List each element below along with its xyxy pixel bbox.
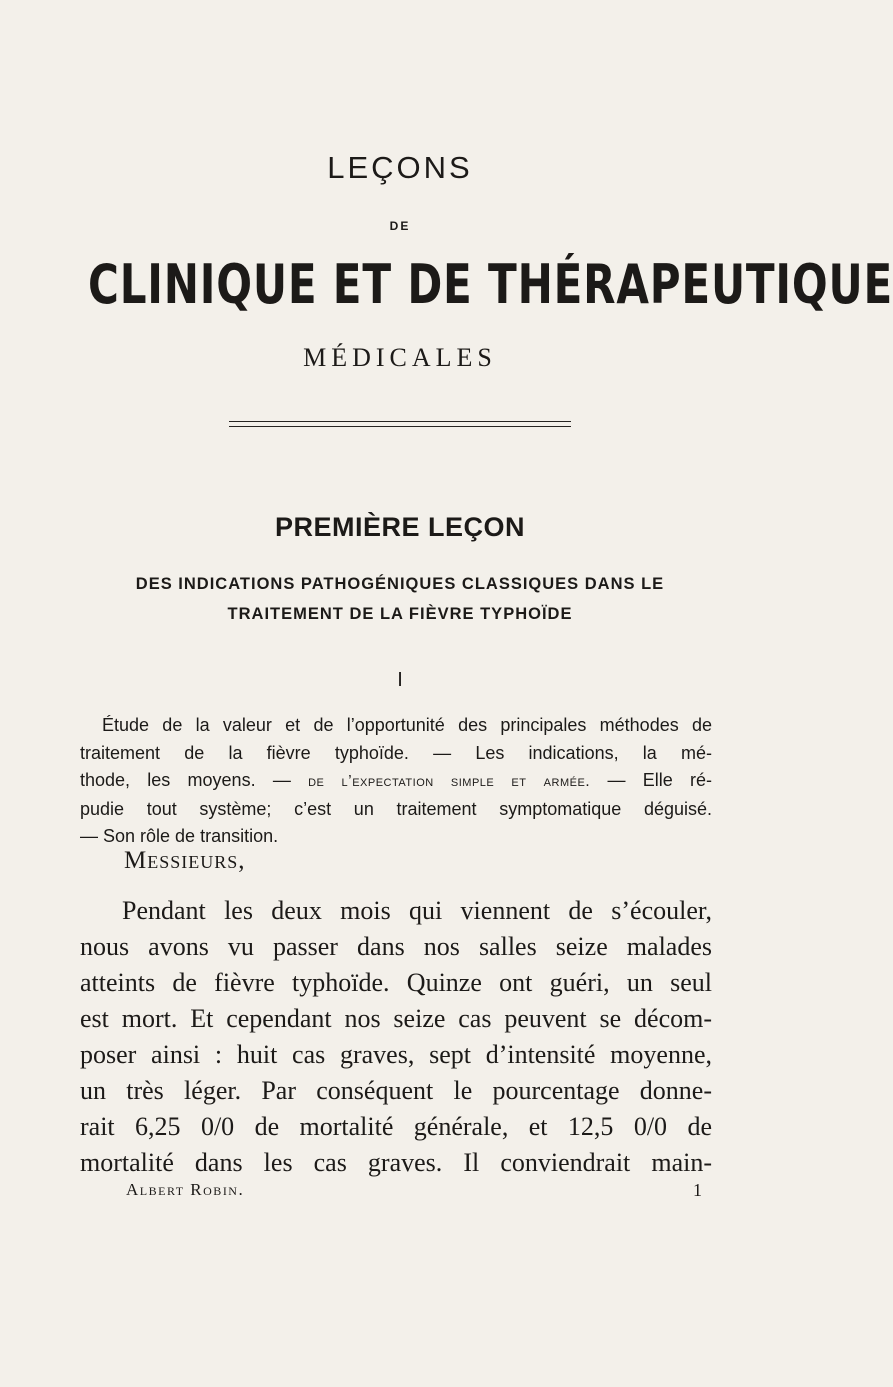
page-footer: [0, 1178, 800, 1202]
body-line: un très léger. Par conséquent le pourcentage donne-: [80, 1076, 712, 1105]
lecture-heading: PREMIÈRE LEÇON: [274, 512, 526, 542]
summary-text: thode, les moyens. —: [80, 770, 309, 790]
section-number: I: [397, 669, 403, 691]
author-signature: Albert Robin.: [126, 1180, 245, 1199]
summary-line: pudie tout système; c’est un traitement symptomatique déguisé.: [80, 798, 712, 819]
summary-line: Étude de la valeur et de l’opportunité des principales méthodes de: [102, 715, 712, 735]
series-title-lecons: LEÇONS: [327, 150, 473, 185]
body-line: nous avons vu passer dans nos salles seize malades: [80, 932, 712, 961]
body-line: Pendant les deux mois qui viennent de s’écouler,: [122, 896, 712, 925]
title-rule-lower: [229, 426, 571, 427]
body-line: poser ainsi : huit cas graves, sept d’intensité moyenne,: [80, 1040, 712, 1069]
printer-signature-mark: 1: [693, 1180, 702, 1200]
summary-line: traitement de la fièvre typhoïde. — Les indications, la mé-: [80, 742, 712, 763]
summary-text: — Elle ré-: [590, 770, 712, 790]
chapter-summary: [80, 712, 712, 851]
lecture-subtitle-line1: DES INDICATIONS PATHOGÉNIQUES CLASSIQUES DANS LE: [135, 575, 665, 593]
series-title-medicales: MÉDICALES: [303, 343, 497, 372]
body-line: est mort. Et cependant nos seize cas peuvent se décom-: [80, 1004, 712, 1033]
body-line: rait 6,25 0/0 de mortalité générale, et 12,5 0/0 de: [80, 1112, 712, 1141]
summary-line: — Son rôle de transition.: [80, 826, 279, 846]
body-paragraph: [80, 893, 712, 1181]
main-title: CLINIQUE ET DE THÉRAPEUTIQUE: [88, 253, 893, 316]
salutation: Messieurs,: [124, 847, 246, 874]
series-title-de: DE: [389, 219, 411, 233]
body-line: mortalité dans les cas graves. Il conviendrait main-: [80, 1148, 712, 1177]
lecture-subtitle-line2: TRAITEMENT DE LA FIÈVRE TYPHOÏDE: [227, 605, 573, 623]
title-rule-upper: [229, 421, 571, 422]
summary-line: [80, 767, 712, 796]
summary-smallcaps-text: de l’expectation simple et armée.: [308, 773, 591, 790]
body-line: atteints de fièvre typhoïde. Quinze ont guéri, un seul: [80, 968, 712, 997]
